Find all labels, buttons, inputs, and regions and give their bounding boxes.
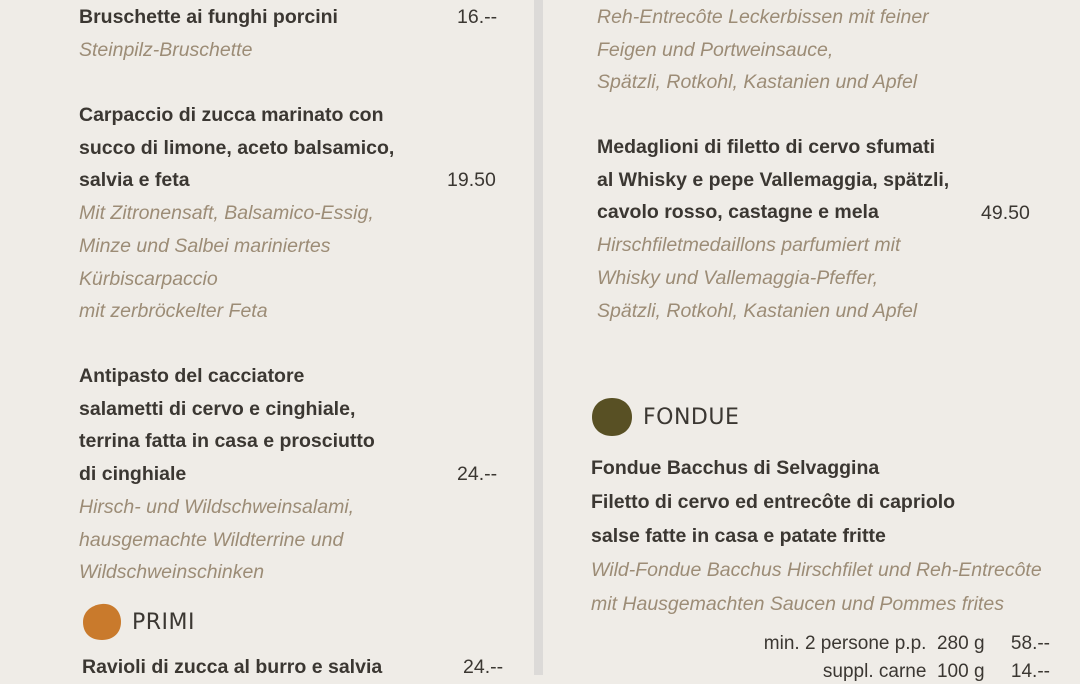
dish-title-line: salvia e feta	[79, 169, 190, 192]
menu-item-bruschette	[79, 1, 338, 66]
dish-description-line: Minze und Salbei mariniertes	[79, 234, 331, 257]
dish-title: Bruschette ai funghi porcini	[79, 6, 338, 28]
dish-description-line: Hirsch- und Wildschweinsalami,	[79, 495, 355, 518]
dish-description: Steinpilz-Bruschette	[79, 38, 253, 61]
section-header-fondue	[591, 397, 739, 437]
dish-title-line: succo di limone, aceto balsamico,	[79, 136, 395, 159]
dish-description-line: Whisky und Vallemaggia-Pfeffer,	[597, 266, 879, 289]
menu-item-carpaccio	[79, 99, 394, 328]
dish-price: 49.50	[981, 202, 1030, 224]
dish-description-line: Wild-Fondue Bacchus Hirschfilet und Reh-Entrecôte	[591, 559, 1042, 581]
dish-title-line: terrina fatta in casa e prosciutto	[79, 430, 375, 453]
menu-item-fondue-bacchus	[591, 451, 1042, 621]
dish-title-line: salametti di cervo e cinghiale,	[79, 397, 356, 420]
menu-item-ravioli	[82, 651, 382, 684]
dish-description-line: Feigen und Portweinsauce,	[597, 38, 834, 61]
dish-title-line: cavolo rosso, castagne e mela	[597, 201, 879, 224]
dish-title-line: al Whisky e pepe Vallemaggia, spätzli,	[597, 168, 950, 191]
menu-item-reh-entrecote	[597, 1, 929, 99]
dish-description-line: mit Hausgemachten Saucen und Pommes frites	[591, 593, 1004, 615]
dish-title-line: Filetto di cervo ed entrecôte di capriolo	[591, 491, 956, 513]
dish-price: 24.--	[457, 463, 498, 485]
dish-title-line: salse fatte in casa e patate fritte	[591, 525, 886, 547]
dish-price: 16.--	[457, 6, 498, 28]
olive-dot-icon	[591, 397, 633, 437]
dish-description-line: Spätzli, Rotkohl, Kastanien und Apfel	[597, 299, 918, 322]
fondue-supplement-line: suppl. carne 100 g 14.--	[822, 661, 1050, 682]
dish-title-line: Medaglioni di filetto di cervo sfumati	[597, 136, 936, 158]
fondue-min-persons-line: min. 2 persone p.p. 280 g 58.--	[763, 633, 1050, 654]
dish-description-line: Spätzli, Rotkohl, Kastanien und Apfel	[597, 71, 918, 94]
dish-description-line: Wildschweinschinken	[79, 561, 265, 584]
column-divider	[534, 0, 543, 675]
section-title: PRIMI	[132, 609, 196, 635]
dish-title-line: Carpaccio di zucca marinato con	[79, 104, 384, 126]
dish-description-line: Mit Zitronensaft, Balsamico-Essig,	[79, 202, 374, 225]
dish-description-line: Hirschfiletmedaillons parfumiert mit	[597, 234, 901, 257]
dish-title: Ravioli di zucca al burro e salvia	[82, 656, 383, 678]
dish-title-line: Fondue Bacchus di Selvaggina	[591, 457, 880, 479]
dish-price: 24.--	[463, 656, 504, 678]
dish-description-line: mit zerbröckelter Feta	[79, 300, 268, 323]
dish-description-line: hausgemachte Wildterrine und	[79, 528, 344, 551]
dish-price: 19.50	[447, 169, 496, 191]
menu-item-antipasto	[79, 360, 375, 589]
dish-title-line: di cinghiale	[79, 463, 187, 486]
orange-dot-icon	[82, 603, 122, 641]
dish-description-line: Kürbiscarpaccio	[79, 267, 218, 290]
menu-item-medaglioni	[597, 131, 949, 327]
section-title: FONDUE	[643, 404, 740, 430]
dish-title-line: Antipasto del cacciatore	[79, 365, 305, 387]
section-header-primi	[82, 603, 195, 641]
dish-description-line: Reh-Entrecôte Leckerbissen mit feiner	[597, 6, 929, 28]
